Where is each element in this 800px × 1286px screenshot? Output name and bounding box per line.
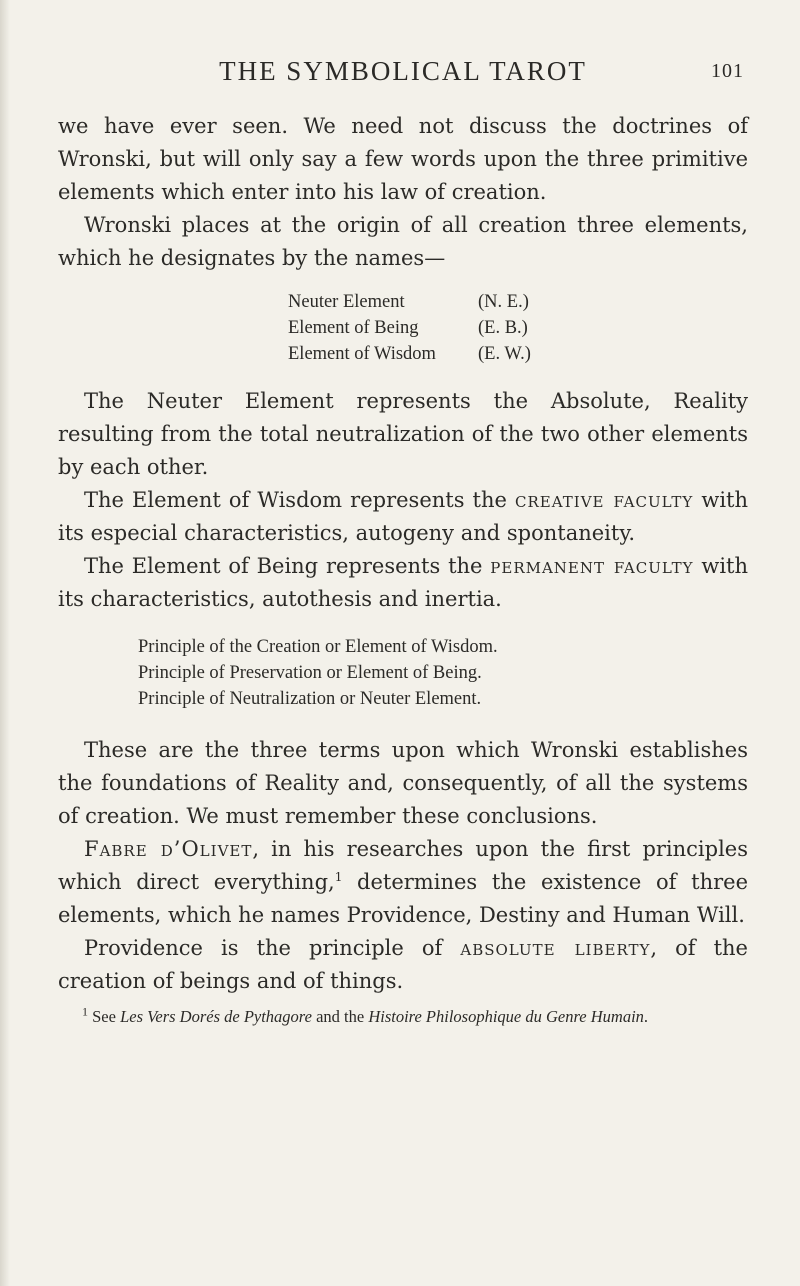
principle-line: Principle of the Creation or Element of Wisdom. [138, 637, 498, 657]
footnote-and: and the [311, 1007, 369, 1026]
author-name: Fabre d’Olivet [84, 837, 253, 861]
paragraph-three-terms: These are the three terms upon which Wronski establishes the foundations of Reality and, consequently, of all the systems of creation. We must remember these conclusions. [58, 738, 748, 828]
being-text-before: The Element of Being represents the [84, 554, 491, 578]
paragraph-intro-continued: we have ever seen. We need not discuss the doctrines of Wronski, but will only say a few words upon the three primitive elements which enter into his law of creation. [58, 114, 748, 204]
footnote-see: See [92, 1007, 121, 1026]
principles-list [138, 634, 748, 712]
footnote-title-vers-dores: Les Vers Dorés de Pythagore [120, 1007, 312, 1026]
being-smallcaps-term: permanent faculty [490, 554, 694, 578]
element-abbreviation: (N. E.) [478, 292, 529, 312]
footnote [58, 1006, 748, 1028]
book-page [58, 56, 748, 1028]
providence-smallcaps-term: absolute liberty [460, 936, 651, 960]
element-name: Neuter Element [288, 292, 405, 312]
footnote-title-histoire: Histoire Philosophique du Genre Humain [368, 1007, 644, 1026]
page-edge-shadow [0, 0, 10, 1286]
running-title: THE SYMBOLICAL TAROT [219, 56, 587, 86]
elements-row [288, 315, 748, 341]
elements-row [288, 289, 748, 315]
body-text [58, 110, 748, 998]
page-number: 101 [711, 60, 744, 82]
fabre-text-b: determines the existence of three elements, which he names Providence, Destiny and Human Will. [58, 870, 748, 927]
footnote-mark: 1 [82, 1004, 88, 1019]
footnote-area [58, 1006, 748, 1028]
footnote-reference: 1 [334, 870, 343, 884]
being-text-after: with its characteristics, autothesis and inertia. [58, 554, 748, 611]
element-abbreviation: (E. B.) [478, 318, 528, 338]
footnote-end: . [643, 1007, 649, 1026]
paragraph-wronski-origin: Wronski places at the origin of all creation three elements, which he designates by the names— [58, 213, 748, 270]
wisdom-smallcaps-term: creative faculty [515, 488, 694, 512]
principle-line: Principle of Neutralization or Neuter Element. [138, 689, 482, 709]
paragraph-element-of-being [58, 550, 748, 616]
element-name: Element of Being [288, 318, 419, 338]
elements-list [288, 289, 748, 367]
providence-text-before: Providence is the principle of [84, 936, 461, 960]
elements-row [288, 341, 748, 367]
paragraph-fabre-d-olivet [58, 833, 748, 932]
wisdom-text-after: with its especial characteristics, autogeny and spontaneity. [58, 488, 748, 545]
element-abbreviation: (E. W.) [478, 344, 531, 364]
providence-text-after: , of the creation of beings and of things. [58, 936, 748, 993]
running-head [58, 56, 748, 90]
paragraph-neuter-element: The Neuter Element represents the Absolute, Reality resulting from the total neutralization of the two other elements by each other. [58, 389, 748, 479]
paragraph-element-of-wisdom [58, 484, 748, 550]
wisdom-text-before: The Element of Wisdom represents the [84, 488, 516, 512]
paragraph-providence [58, 932, 748, 998]
principle-line: Principle of Preservation or Element of Being. [138, 663, 482, 683]
element-name: Element of Wisdom [288, 344, 436, 364]
fabre-text-a: , in his researches upon the first principles which direct everything, [58, 837, 749, 894]
